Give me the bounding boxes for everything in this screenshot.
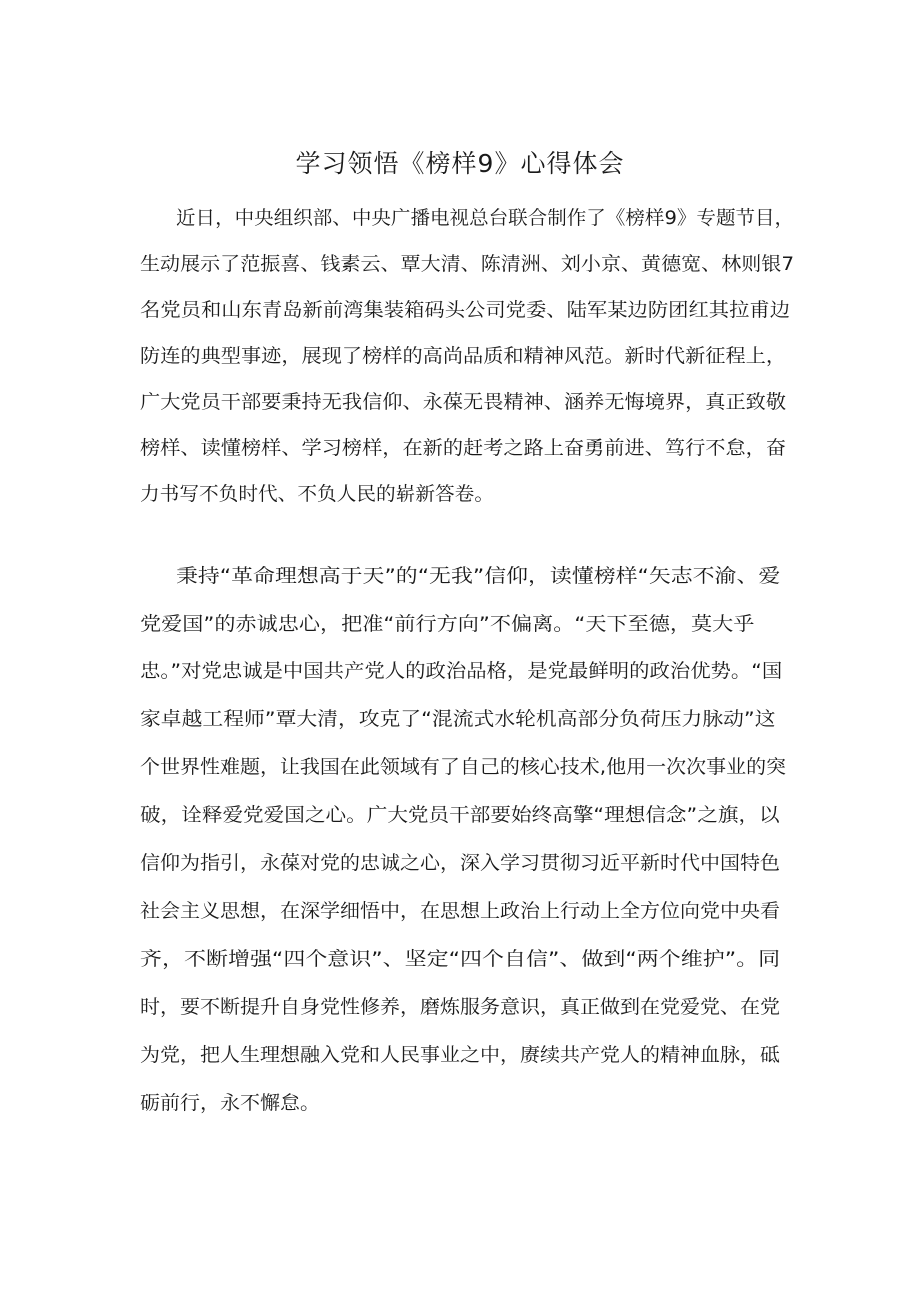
paragraph-2-line-2: 党爱国”的赤诚忠心，把准“前行方向”不偏离。“天下至德，莫大乎 bbox=[140, 613, 755, 635]
paragraph-2-line-6: 破，诠释爱党爱国之心。广大党员干部要始终高擎“理想信念”之旗，以 bbox=[140, 804, 780, 826]
paragraph-1-line-1: 近日，中央组织部、中央广播电视总台联合制作了《榜样9》专题节目， bbox=[176, 207, 795, 229]
paragraph-2-line-11: 为党，把人生理想融入党和人民事业之中，赓续共产党人的精神血脉，砥 bbox=[140, 1044, 781, 1066]
paragraph-2-line-3: 忠。”对党忠诚是中国共产党人的政治品格，是党最鲜明的政治优势。“国 bbox=[140, 660, 783, 682]
paragraph-2-line-12: 砺前行，永不懈怠。 bbox=[140, 1092, 321, 1114]
paragraph-1-line-6: 榜样、读懂榜样、学习榜样，在新的赶考之路上奋勇前进、笃行不怠，奋 bbox=[140, 437, 787, 459]
paragraph-2-line-9: 齐，不断增强“四个意识”、坚定“四个自信”、做到“两个维护”。同 bbox=[140, 948, 781, 970]
paragraph-2-line-4: 家卓越工程师”覃大清，攻克了“混流式水轮机高部分负荷压力脉动”这 bbox=[140, 708, 776, 730]
paragraph-2-line-7: 信仰为指引，永葆对党的忠诚之心，深入学习贯彻习近平新时代中国特色 bbox=[140, 852, 781, 874]
paragraph-2-line-5: 个世界性难题，让我国在此领域有了自己的核心技术,他用一次次事业的突 bbox=[140, 756, 787, 778]
paragraph-2-line-1: 秉持“革命理想高于天”的“无我”信仰，读懂榜样“矢志不渝、爱 bbox=[176, 565, 781, 587]
paragraph-1-line-5: 广大党员干部要秉持无我信仰、永葆无畏精神、涵养无悔境界，真正致敬 bbox=[140, 391, 787, 413]
paragraph-1-line-4: 防连的典型事迹，展现了榜样的高尚品质和精神风范。新时代新征程上， bbox=[140, 345, 787, 367]
paragraph-1-line-2: 生动展示了范振喜、钱素云、覃大清、陈清洲、刘小京、黄德宽、林则银7 bbox=[140, 253, 795, 275]
document-title: 学习领悟《榜样9》心得体会 bbox=[295, 149, 625, 178]
paragraph-1-line-7: 力书写不负时代、不负人民的崭新答卷。 bbox=[140, 483, 495, 505]
paragraph-2-line-10: 时，要不断提升自身党性修养，磨炼服务意识，真正做到在党爱党、在党 bbox=[140, 996, 781, 1018]
paragraph-2-line-8: 社会主义思想，在深学细悟中，在思想上政治上行动上全方位向党中央看 bbox=[140, 900, 781, 922]
paragraph-1-line-3: 名党员和山东青岛新前湾集装箱码头公司党委、陆军某边防团红其拉甫边 bbox=[140, 299, 791, 321]
